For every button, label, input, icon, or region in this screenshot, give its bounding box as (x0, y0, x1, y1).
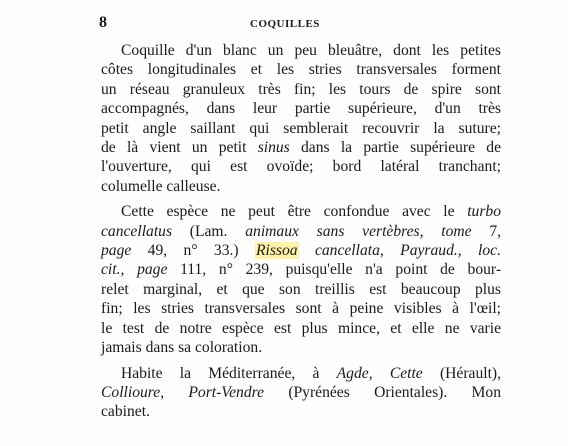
text-line: un réseau granuleux très fin; les tours de spire sont (101, 80, 501, 98)
text-line: petit angle saillant qui semblerait recouvrir la suture; (101, 119, 501, 137)
page-number: 8 (99, 14, 107, 31)
text-line: columelle calleuse. (101, 177, 221, 195)
running-head: COQUILLES (250, 18, 320, 30)
text-line: cit., page 111, n° 239, puisqu'elle n'a point de bour- (101, 261, 502, 279)
text-line: Collioure, Port-Vendre (Pyrénées Orientales). Mon (101, 383, 502, 401)
text-line: jamais dans sa coloration. (101, 339, 263, 357)
text-line: accompagnés, dans leur partie supérieure, d'un très (101, 100, 501, 118)
body-text (101, 41, 501, 422)
paragraph-habitat (101, 364, 501, 422)
text-line: cancellatus (Lam. animaux sans vertèbres, tome 7, (101, 222, 502, 240)
text-line: le test de notre espèce est plus mince, et elle ne varie (101, 319, 501, 337)
text-line: l'ouverture, qui est ovoïde; bord latéral tranchant; (101, 158, 501, 176)
text-line: Coquille d'un blanc un peu bleuâtre, dont les petites (121, 42, 501, 59)
italic-term: turbo (467, 203, 501, 221)
paragraph-comparison (101, 202, 501, 357)
text-line: relet marginal, et que son treillis est beaucoup plus (101, 280, 501, 298)
text-line: Habite la Méditerranée, à Agde, Cette (Hérault), (121, 364, 501, 382)
text-line: Cette espèce ne peut être confondue avec le turbo (121, 203, 501, 221)
paragraph-description (101, 41, 501, 196)
text-line: page 49, n° 33.) Rissoa cancellata, Payraud., loc. (101, 242, 501, 260)
italic-term: sinus (257, 139, 290, 157)
highlighted-term: Rissoa (255, 242, 298, 260)
text-line: cabinet. (101, 403, 150, 421)
text-line: côtes longitudinales et les stries transversales forment (101, 61, 501, 79)
text-line: de là vient un petit sinus dans la partie supérieure de (101, 139, 501, 157)
text-line: fin; les stries transversales sont à peine visibles à l'œil; (101, 300, 501, 318)
